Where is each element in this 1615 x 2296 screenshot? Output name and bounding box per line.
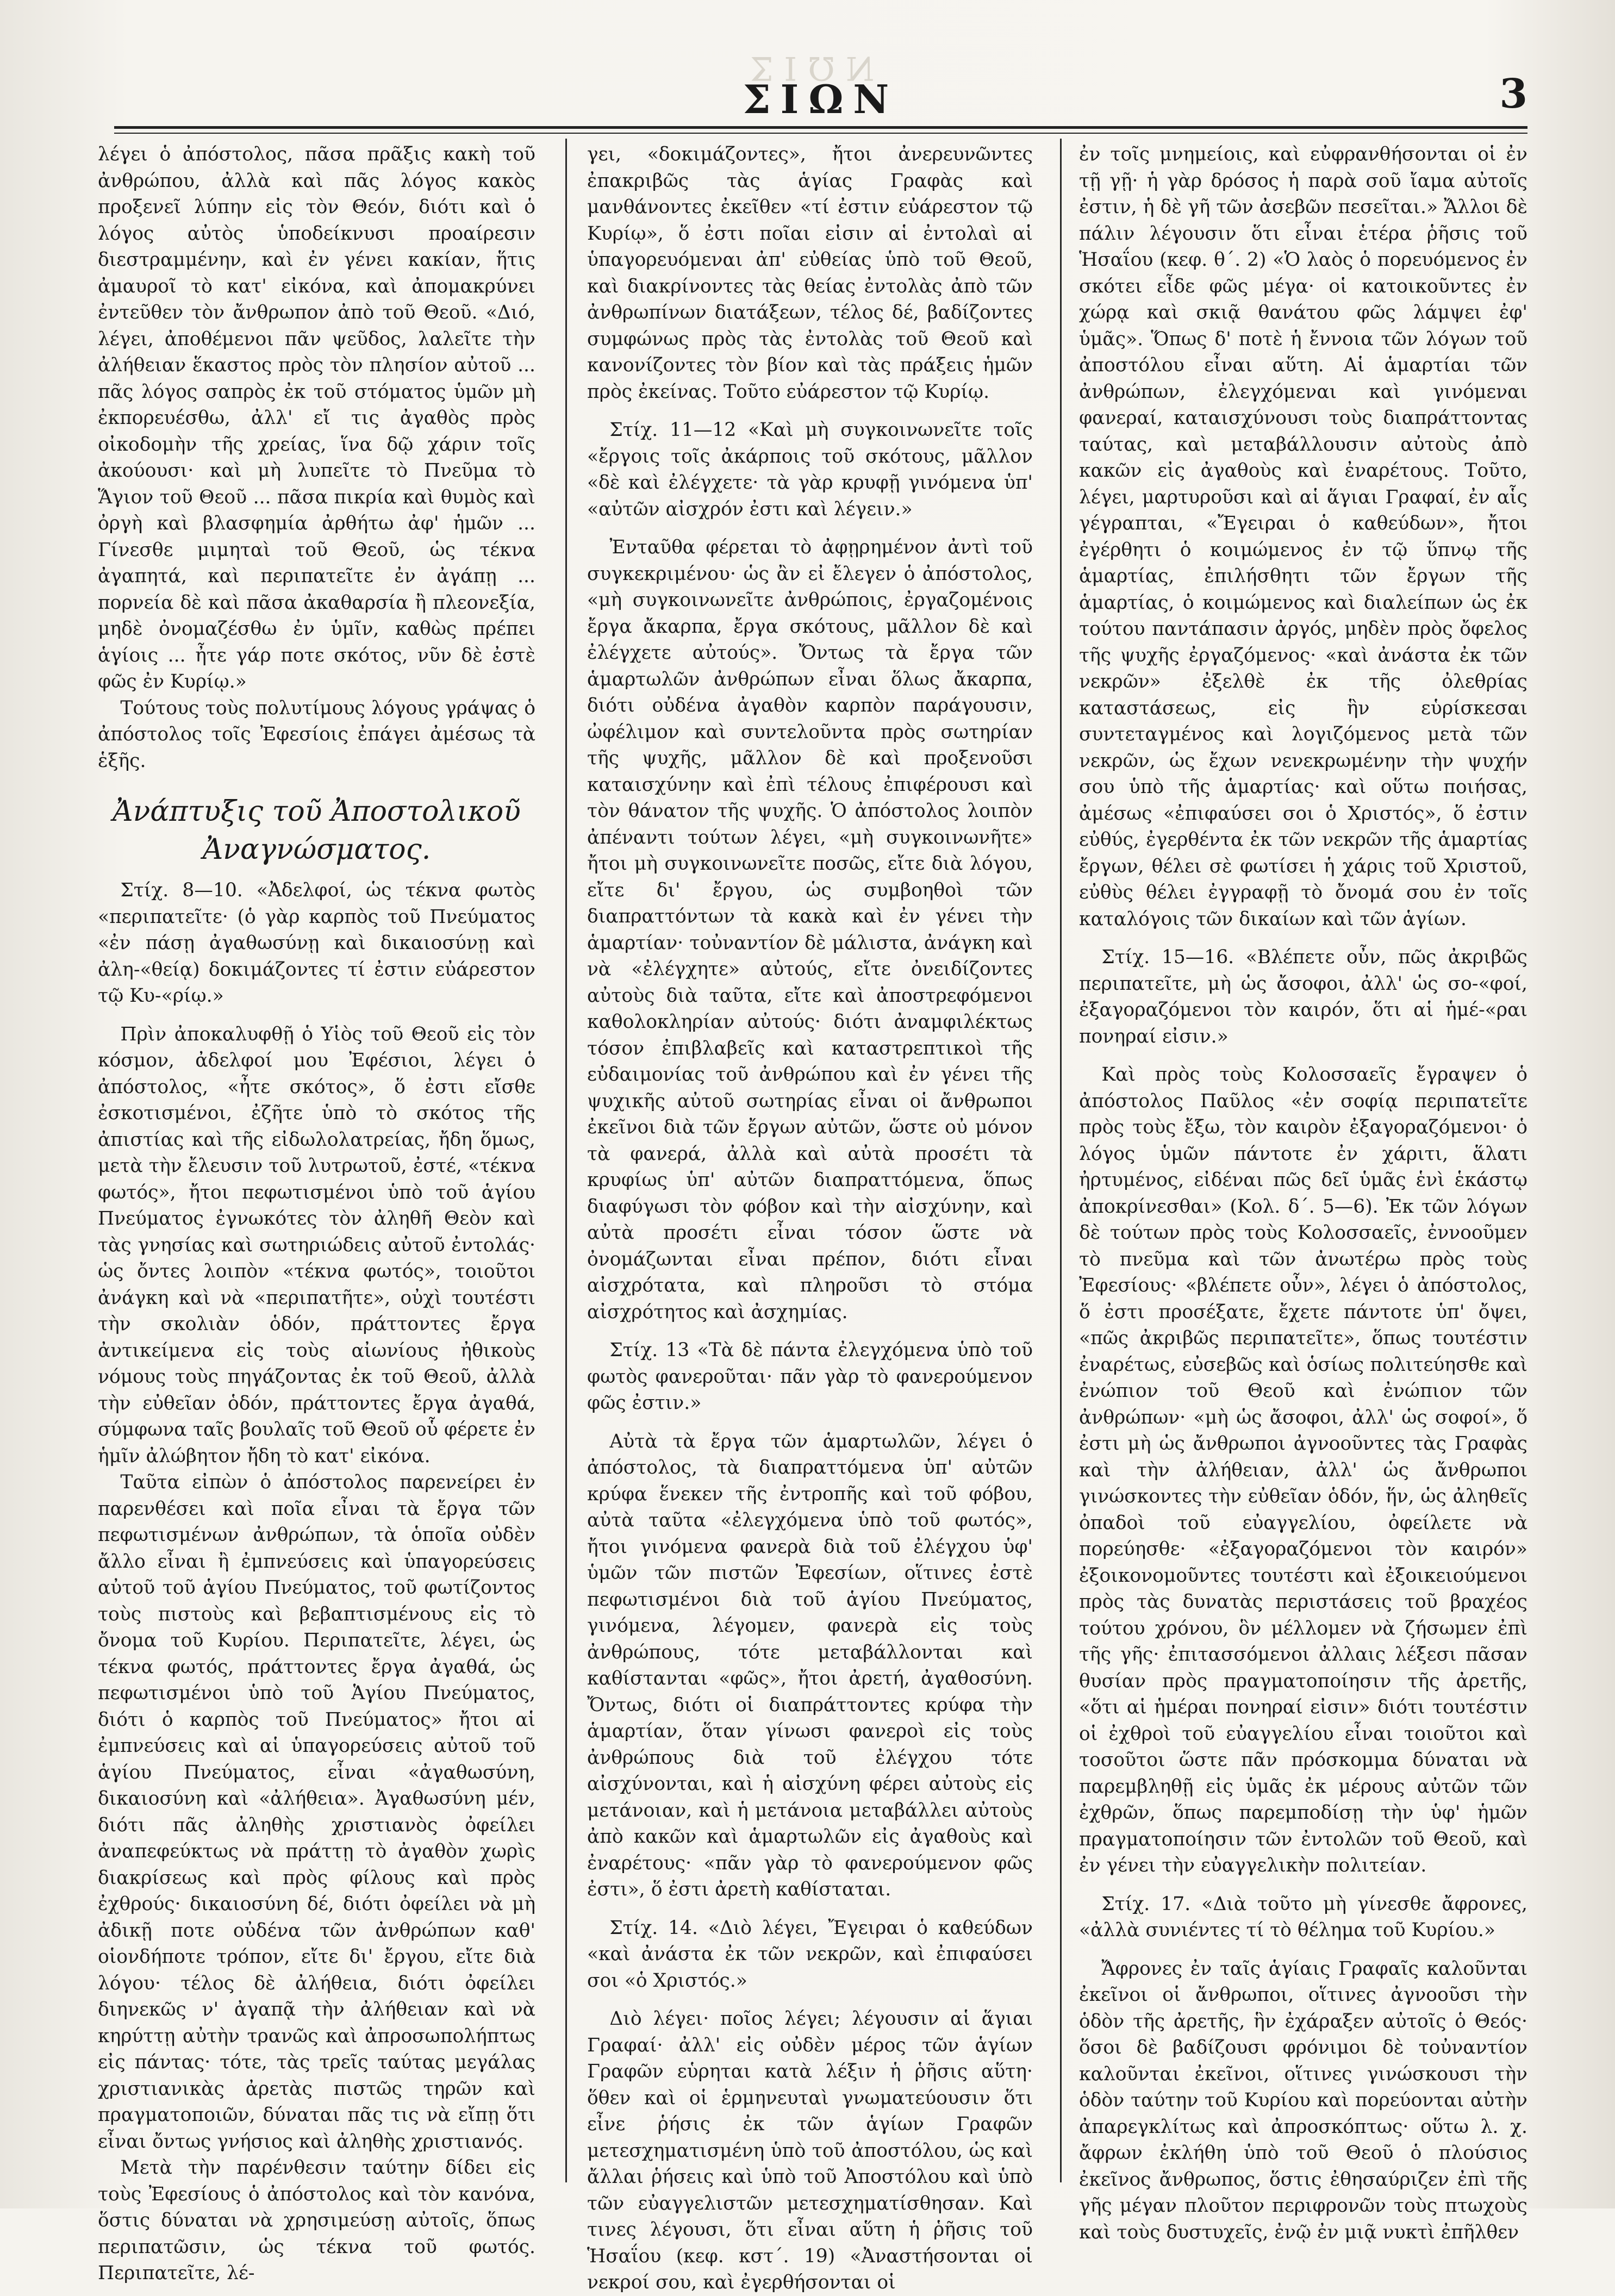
bleed-through-ghost: ΣΙΩΝ bbox=[750, 49, 886, 87]
paragraph: ἐν τοῖς μνημείοις, καὶ εὐφρανθήσονται οἱ ἐν τῇ γῇ· ἡ γὰρ δρόσος ἡ παρὰ σοῦ ἴαμα αὐτοῖς ἐστιν, ἡ δὲ γῆ τῶν ἀσεβῶν πεσεῖται.» Ἄλλοι δὲ πάλιν λέγουσιν ὅτι εἶναι ἑτέρα ῥῆσις τοῦ Ἡσαΐου (κεφ. θ΄. 2) «Ὁ λαὸς ὁ πορευόμενος ἐν σκότει εἶδε φῶς μέγα· οἱ κατοικοῦντες ἐν χώρᾳ καὶ σκιᾷ θανάτου φῶς λάμψει ἐφ' ὑμᾶς». Ὅπως δ' ποτὲ ἡ ἔννοια τῶν λόγων τοῦ ἀποστόλου εἶναι αὕτη. Αἱ ἁμαρτίαι τῶν ἀνθρώπων, ἐλεγχόμεναι καὶ γινόμεναι φανεραί, καταισχύνουσι τοὺς διαπράττοντας ταύτας, καὶ μεταβάλλουσιν αὐτοὺς ἀπὸ κακῶν εἰς ἀγαθοὺς καὶ ἐναρέτους. Τοῦτο, λέγει, μαρτυροῦσι καὶ αἱ ἅγιαι Γραφαί, ἐν αἷς γέγραπται, «Ἔγειραι ὁ καθεύδων», ἤτοι ἐγέρθητι ὁ κοιμώμενος ἐν τῷ ὕπνῳ τῆς ἁμαρτίας, ἐπιλήσθητι τῶν ἔργων τῆς ἁμαρτίας, ὁ κοιμώμενος καὶ διαλείπων ὡς ἐκ τούτου παντάπασιν ἀργός, μηδὲν πρὸς ὄφελος τῆς ψυχῆς ἐργαζόμενος· «καὶ ἀνάστα ἐκ τῶν νεκρῶν» ἐξελθὲ ἐκ τῆς ὀλεθρίας καταστάσεως, εἰς ἣν εὑρίσκεσαι συντεταγμένος καὶ λογιζόμενος μετὰ τῶν νεκρῶν, ὡς ἔχων νενεκρωμένην τὴν ψυχήν σου ὑπὸ τῆς ἁμαρτίας· καὶ οὕτω ποιήσας, ἀμέσως «ἐπιφαύσει σοι ὁ Χριστός», ὅ ἐστιν εὐθύς, ἐγερθέντα ἐκ τῶν νεκρῶν τῆς ἁμαρτίας ἔργων, θέλει σὲ φωτίσει ἡ χάρις τοῦ Χριστοῦ, εὐθὺς θέλει ἐγγραφῇ τὸ ὄνομά σου ἐν τοῖς καταλόγοις τῶν δικαίων καὶ τῶν ἁγίων. bbox=[1079, 144, 1527, 930]
paragraph: Καὶ πρὸς τοὺς Κολοσσαεῖς ἔγραψεν ὁ ἀπόστολος Παῦλος «ἐν σοφίᾳ περιπατεῖτε πρὸς τοὺς ἔξω, τὸν καιρὸν ἐξαγοραζόμενοι· ὁ λόγος ὑμῶν πάντοτε ἐν χάριτι, ἅλατι ἠρτυμένος, εἰδέναι πῶς δεῖ ὑμᾶς ἑνὶ ἑκάστῳ ἀποκρίνεσθαι» (Κολ. δ΄. 5—6). Ἐκ τῶν λόγων δὲ τούτων πρὸς τοὺς Κολοσσαεῖς, ἐννοοῦμεν τὸ πνεῦμα καὶ τῶν ἀνωτέρω πρὸς τοὺς Ἐφεσίους· «βλέπετε οὖν», λέγει ὁ ἀπόστολος, ὅ ἐστι προσέξατε, ἔχετε πάντοτε ὑπ' ὄψει, «πῶς ἀκριβῶς περιπατεῖτε», ὅπως τουτέστιν ἐναρέτως, εὐσεβῶς καὶ ὁσίως πολιτεύησθε καὶ ἐνώπιον τοῦ Θεοῦ καὶ ἐνώπιον τῶν ἀνθρώπων· «μὴ ὡς ἄσοφοι, ἀλλ' ὡς σοφοί», ὅ ἐστι μὴ ὡς ἄνθρωποι ἀγνοοῦντες τὰς Γραφὰς καὶ τὴν ἀλήθειαν, ἀλλ' ὡς ἄνθρωποι γινώσκοντες τὴν εὐθεῖαν ὁδόν, ἥν, ὡς ἀληθεῖς ὀπαδοὶ τοῦ εὐαγγελίου, ὀφείλετε νὰ πορεύησθε· «ἐξαγοραζόμενοι τὸν καιρόν» ἐξοικονομοῦντες τουτέστι καὶ ἐξοικειούμενοι πρὸς τὰς δυνατὰς περιστάσεις τοῦ βραχέος τούτου χρόνου, ὃν μέλλομεν νὰ ζήσωμεν ἐπὶ τῆς γῆς· ἐπιτασσόμενοι ἀλλαις λέξεσι πᾶσαν θυσίαν πρὸς πραγματοποίησιν τῆς ἀρετῆς, «ὅτι αἱ ἡμέραι πονηραί εἰσιν» διότι τουτέστιν οἱ ἐχθροὶ τοῦ εὐαγγελίου εἶναι τοιοῦτοι καὶ τοσοῦτοι ὥστε πᾶν πρόσκομμα δύναται νὰ παρεμβληθῇ εἰς ὑμᾶς ἐκ μέρους αὐτῶν τῶν ἐχθρῶν, ὅπως παρεμποδίσῃ τὴν ὑφ' ἡμῶν πραγματοποίησιν τῶν ἐντολῶν τοῦ Θεοῦ, καὶ ἐν γένει τὴν εὐαγγελικὴν πολιτείαν. bbox=[1079, 1064, 1527, 1876]
page-number: 3 bbox=[1499, 71, 1527, 117]
column-divider-1 bbox=[565, 139, 567, 2182]
verse-quote: Στίχ. 13 «Τὰ δὲ πάντα ἐλεγχόμενα ὑπὸ τοῦ φωτὸς φανεροῦται· πᾶν γὰρ τὸ φανερούμενον φῶς ἐστιν.» bbox=[587, 1339, 1033, 1414]
text-column-2 bbox=[587, 141, 1033, 2293]
verse-quote: Στίχ. 17. «Διὰ τοῦτο μὴ γίνεσθε ἄφρονες, «ἀλλὰ συνιέντες τί τὸ θέλημα τοῦ Κυρίου.» bbox=[1079, 1893, 1527, 1941]
header-rule-thin bbox=[114, 133, 1527, 134]
verse-quote: Στίχ. 15—16. «Βλέπετε οὖν, πῶς ἀκριβῶς περιπατεῖτε, μὴ ὡς ἄσοφοι, ἀλλ' ὡς σο-«φοί, ἐξαγοραζόμενοι τὸν καιρόν, ὅτι αἱ ἡμέ-«ραι πονηραί εἰσιν.» bbox=[1079, 946, 1527, 1047]
paragraph: Πρὶν ἀποκαλυφθῇ ὁ Υἱὸς τοῦ Θεοῦ εἰς τὸν κόσμον, ἀδελφοί μου Ἐφέσιοι, λέγει ὁ ἀπόστολος, «ἦτε σκότος», ὅ ἐστι εἴσθε ἐσκοτισμένοι, ἐζῆτε ὑπὸ τὸ σκότος τῆς ἀπιστίας καὶ τῆς εἰδωλολατρείας, ἤδη ὅμως, μετὰ τὴν ἔλευσιν τοῦ λυτρωτοῦ, ἐστέ, «τέκνα φωτός», ἤτοι πεφωτισμένοι ὑπὸ τοῦ ἁγίου Πνεύματος ἐγνωκότες τὸν ἀληθῆ Θεὸν καὶ τὰς γνησίας καὶ σωτηριώδεις αὐτοῦ ἐντολάς· ὡς ὄντες λοιπὸν «τέκνα φωτός», τοιοῦτοι ἀνάγκη καὶ νὰ «περιπατῆτε», οὐχὶ τουτέστι τὴν σκολιὰν ὁδόν, πράττοντες ἔργα ἀντικείμενα εἰς τοὺς αἰωνίους ἠθικοὺς νόμους τοὺς πηγάζοντας ἐκ τοῦ Θεοῦ, ἀλλὰ τὴν εὐθεῖαν ὁδόν, πράττοντες ἔργα ἀγαθά, σύμφωνα ταῖς βουλαῖς τοῦ Θεοῦ οὗ φέρετε ἐν ἡμῖν ἀλώβητον ἤδη τὸ κατ' εἰκόνα. bbox=[98, 1023, 535, 1467]
verse-quote: Στίχ. 14. «Διὸ λέγει, Ἔγειραι ὁ καθεύδων «καὶ ἀνάστα ἐκ τῶν νεκρῶν, καὶ ἐπιφαύσει σοι «ὁ Χριστός.» bbox=[587, 1917, 1033, 1992]
paragraph: γει, «δοκιμάζοντες», ἤτοι ἀνερευνῶντες ἐπακριβῶς τὰς ἁγίας Γραφὰς καὶ μανθάνοντες ἐκεῖθεν «τί ἐστιν εὐάρεστον τῷ Κυρίῳ», ὅ ἐστι ποῖαι εἰσιν αἱ ἐντολαὶ αἱ ὑπαγορευόμεναι ἀπ' εὐθείας ὑπὸ τοῦ Θεοῦ, καὶ διακρίνοντες τὰς θείας ἐντολὰς ἀπὸ τῶν ἀνθρωπίνων διατάξεων, τέλος δέ, βαδίζοντες συμφώνως πρὸς τὰς ἐντολὰς τοῦ Θεοῦ καὶ κανονίζοντες τὸν βίον καὶ τὰς πράξεις ἡμῶν πρὸς ἐκείνας. Τοῦτο εὐάρεστον τῷ Κυρίῳ. bbox=[587, 144, 1033, 403]
paragraph: λέγει ὁ ἀπόστολος, πᾶσα πρᾶξις κακὴ τοῦ ἀνθρώπου, ἀλλὰ καὶ πᾶς λόγος κακὸς προξενεῖ λύπην εἰς τὸν Θεόν, διότι καὶ ὁ λόγος αὐτὸς ὑποδείκνυσι προαίρεσιν διεστραμμένην, καὶ ἐν γένει κακίαν, ἥτις ἀμαυροῖ τὸ κατ' εἰκόνα, καὶ ἀπομακρύνει ἐντεῦθεν τὸν ἄνθρωπον ἀπὸ τοῦ Θεοῦ. «Διό, λέγει, ἀποθέμενοι πᾶν ψεῦδος, λαλεῖτε τὴν ἀλήθειαν ἕκαστος πρὸς τὸν πλησίον αὐτοῦ ... πᾶς λόγος σαπρὸς ἐκ τοῦ στόματος ὑμῶν μὴ ἐκπορευέσθω, ἀλλ' εἴ τις ἀγαθὸς πρὸς οἰκοδομὴν τῆς χρείας, ἵνα δῷ χάριν τοῖς ἀκούουσι· καὶ μὴ λυπεῖτε τὸ Πνεῦμα τὸ Ἅγιον τοῦ Θεοῦ ... πᾶσα πικρία καὶ θυμὸς καὶ ὀργὴ καὶ βλασφημία ἀρθήτω ἀφ' ἡμῶν ... Γίνεσθε μιμηταὶ τοῦ Θεοῦ, ὡς τέκνα ἀγαπητά, καὶ περιπατεῖτε ἐν ἀγάπῃ ... πορνεία δὲ καὶ πᾶσα ἀκαθαρσία ἢ πλεονεξία, μηδὲ ὀνομαζέσθω ἐν ὑμῖν, καθὼς πρέπει ἁγίοις ... ἦτε γάρ ποτε σκότος, νῦν δὲ ἐστὲ φῶς ἐν Κυρίῳ.» bbox=[98, 144, 535, 692]
paragraph: Μετὰ τὴν παρένθεσιν ταύτην δίδει εἰς τοὺς Ἐφεσίους ὁ ἀπόστολος καὶ τὸν κανόνα, ὅστις δύναται νὰ χρησιμεύσῃ αὐτοῖς, ὅπως περιπατῶσιν, ὡς τέκνα τοῦ φωτός. Περιπατεῖτε, λέ- bbox=[98, 2157, 535, 2284]
paragraph: Ἐνταῦθα φέρεται τὸ ἀφῃρημένον ἀντὶ τοῦ συγκεκριμένου· ὡς ἂν εἰ ἔλεγεν ὁ ἀπόστολος, «μὴ συγκοινωνεῖτε ἀνθρώποις, ἐργαζομένοις ἔργα ἄκαρπα, ἔργα σκότους, μᾶλλον δὲ καὶ ἐλέγχετε αὐτούς». Ὄντως τὰ ἔργα τῶν ἁμαρτωλῶν ἀνθρώπων εἶναι ὅλως ἄκαρπα, διότι οὐδένα ἀγαθὸν καρπὸν παράγουσιν, ὠφέλιμον καὶ συντελοῦντα πρὸς σωτηρίαν τῆς ψυχῆς, μᾶλλον δὲ καὶ προξενοῦσι καταισχύνην καὶ ἐπὶ τέλους ἐπιφέρουσι καὶ τὸν θάνατον τῆς ψυχῆς. Ὁ ἀπόστολος λοιπὸν ἀπέναντι τούτων λέγει, «μὴ συγκοινωνῆτε» ἤτοι μὴ συγκοινωνεῖτε ποσῶς, εἴτε διὰ λόγου, εἴτε δι' ἔργου, ὡς συμβοηθοὶ τῶν διαπραττόντων τὰ κακὰ καὶ ἐν γένει τὴν ἁμαρτίαν· τοὐναντίον δὲ μάλιστα, ἀνάγκη καὶ νὰ «ἐλέγχητε» αὐτούς, εἴτε ὀνειδίζοντες αὐτοὺς διὰ ταῦτα, εἴτε καὶ ἀποστρεφόμενοι καθολοκληρίαν αὐτούς· διότι ἀναμφιλέκτως τόσον ἐπιβλαβεῖς καὶ καταστρεπτικοὶ τῆς εὐδαιμονίας τοῦ ἀνθρώπου καὶ ἐν γένει τῆς ψυχικῆς αὐτοῦ σωτηρίας εἶναι οἱ ἄνθρωποι ἐκεῖνοι διὰ τῶν ἔργων αὐτῶν, ὥστε οὐ μόνον τὰ φανερά, ἀλλὰ καὶ αὐτὰ προσέτι τὰ κρυφίως ὑπ' αὐτῶν διαπραττόμενα, ὅπως διαφύγωσι τὸν φόβον καὶ τὴν αἰσχύνην, καὶ αὐτὰ προσέτι εἶναι τόσον ὥστε νὰ ὀνομάζωνται εἶναι πρέπον, διότι εἶναι αἰσχρότατα, καὶ πληροῦσι τὸ στόμα αἰσχρότητος καὶ ἀσχημίας. bbox=[587, 536, 1033, 1323]
page-header bbox=[114, 71, 1527, 125]
paragraph: Τούτους τοὺς πολυτίμους λόγους γράψας ὁ ἀπόστολος τοῖς Ἐφεσίοις ἐπάγει ἀμέσως τὰ ἑξῆς. bbox=[98, 697, 535, 772]
text-column-1 bbox=[98, 141, 535, 2284]
section-heading: Ἀνάπτυξις τοῦ Ἀποστολικοῦ Ἀναγνώσματος. bbox=[113, 795, 521, 866]
header-rule-thick bbox=[114, 126, 1527, 129]
paragraph: Αὐτὰ τὰ ἔργα τῶν ἁμαρτωλῶν, λέγει ὁ ἀπόστολος, τὰ διαπραττόμενα ὑπ' αὐτῶν κρύφα ἕνεκεν τῆς ἐντροπῆς καὶ τοῦ φόβου, αὐτὰ ταῦτα «ἐλεγχόμενα ὑπὸ τοῦ φωτός», ἤτοι γινόμενα φανερὰ διὰ τοῦ ἐλέγχου ὑφ' ὑμῶν τῶν πιστῶν Ἐφεσίων, οἵτινες ἐστὲ πεφωτισμένοι διὰ τοῦ ἁγίου Πνεύματος, γινόμενα, λέγομεν, φανερὰ εἰς τοὺς ἀνθρώπους, τότε μεταβάλλονται καὶ καθίστανται «φῶς», ἤτοι ἀρετή, ἀγαθοσύνη. Ὄντως, διότι οἱ διαπράττοντες κρύφα τὴν ἁμαρτίαν, ὅταν γίνωσι φανεροὶ εἰς τοὺς ἀνθρώπους διὰ τοῦ ἐλέγχου τότε αἰσχύνονται, καὶ ἡ αἰσχύνη φέρει αὐτοὺς εἰς μετάνοιαν, καὶ ἡ μετάνοια μεταβάλλει αὐτοὺς ἀπὸ κακῶν καὶ ἁμαρτωλῶν εἰς ἀγαθοὺς καὶ ἐναρέτους· «πᾶν γὰρ τὸ φανερούμενον φῶς ἐστι», ὅ ἐστι ἀρετὴ καθίσταται. bbox=[587, 1430, 1033, 1900]
text-column-3 bbox=[1079, 141, 1527, 2243]
verse-quote: Στίχ. 8—10. «Ἀδελφοί, ὡς τέκνα φωτὸς «περιπατεῖτε· (ὁ γὰρ καρπὸς τοῦ Πνεύματος «ἐν πάσῃ ἀγαθωσύνῃ καὶ δικαιοσύνῃ καὶ ἀλη-«θείᾳ) δοκιμάζοντες τί ἐστιν εὐάρεστον τῷ Κυ-«ρίῳ.» bbox=[98, 879, 535, 1007]
paragraph: Ταῦτα εἰπὼν ὁ ἀπόστολος παρενείρει ἐν παρενθέσει καὶ ποῖα εἶναι τὰ ἔργα τῶν πεφωτισμένων ἀνθρώπων, τὰ ὁποῖα οὐδὲν ἄλλο εἶναι ἢ ἐμπνεύσεις καὶ ὑπαγορεύσεις αὐτοῦ τοῦ ἁγίου Πνεύματος, τοῦ φωτίζοντος τοὺς πιστοὺς καὶ βεβαπτισμένους εἰς τὸ ὄνομα τοῦ Κυρίου. Περιπατεῖτε, λέγει, ὡς τέκνα φωτός, πράττοντες ἔργα ἀγαθά, ὡς πεφωτισμένοι ὑπὸ τοῦ Ἁγίου Πνεύματος, διότι ὁ καρπὸς τοῦ Πνεύματος» ἤτοι αἱ ἐμπνεύσεις καὶ αἱ ὑπαγορεύσεις αὐτοῦ τοῦ ἁγίου Πνεύματος, εἶναι «ἀγαθωσύνη, δικαιοσύνη καὶ «ἀλήθεια». Ἀγαθωσύνη μέν, διότι πᾶς ἀληθὴς χριστιανὸς ὀφείλει ἀναπεφεύκτως νὰ πράττῃ τὸ ἀγαθὸν χωρὶς διακρίσεως καὶ πρὸς φίλους καὶ πρὸς ἐχθρούς· δικαιοσύνη δέ, διότι ὀφείλει νὰ μὴ ἀδικῇ ποτε οὐδένα τῶν ἀνθρώπων καθ' οἱονδήποτε τρόπον, εἴτε δι' ἔργου, εἴτε διὰ λόγου· τέλος δὲ ἀλήθεια, διότι ὀφείλει διηνεκῶς ν' ἀγαπᾷ τὴν ἀλήθειαν καὶ νὰ κηρύττῃ αὐτὴν τρανῶς καὶ ἀπροσωπολήπτως εἰς πάντας· τότε, τὰς τρεῖς ταύτας μεγάλας χριστιανικὰς ἀρετὰς πιστῶς τηρῶν καὶ πραγματοποιῶν, δύναται πᾶς τις νὰ εἴπῃ ὅτι εἶναι ὄντως γνήσιος καὶ ἀληθὴς χριστιανός. bbox=[98, 1471, 535, 2152]
paragraph: Διὸ λέγει· ποῖος λέγει; λέγουσιν αἱ ἅγιαι Γραφαί· ἀλλ' εἰς οὐδὲν μέρος τῶν ἁγίων Γραφῶν εὑρηται κατὰ λέξιν ἡ ῥῆσις αὕτη· ὅθεν καὶ οἱ ἑρμηνευταὶ γνωματεύουσιν ὅτι εἶνε ῥήσις ἐκ τῶν ἁγίων Γραφῶν μετεσχηματισμένη ὑπὸ τοῦ ἀποστόλου, ὡς καὶ ἄλλαι ῥήσεις καὶ ὑπὸ τοῦ Ἀποστόλου καὶ ὑπὸ τῶν εὐαγγελιστῶν μετεσχηματίσθησαν. Καὶ τινες λέγουσι, ὅτι εἶναι αὕτη ἡ ῥῆσις τοῦ Ἡσαΐου (κεφ. κστ΄. 19) «Ἀναστήσονται οἱ νεκροί σου, καὶ ἐγερθήσονται οἱ bbox=[587, 2008, 1033, 2293]
column-divider-2 bbox=[1060, 139, 1062, 2182]
verse-quote: Στίχ. 11—12 «Καὶ μὴ συγκοινωνεῖτε τοῖς «ἔργοις τοῖς ἀκάρποις τοῦ σκότους, μᾶλλον «δὲ καὶ ἐλέγχετε· τὰ γὰρ κρυφῇ γινόμενα ὑπ' «αὐτῶν αἰσχρόν ἐστι καὶ λέγειν.» bbox=[587, 419, 1033, 520]
masthead-title: ΣΙΩΝ bbox=[743, 76, 899, 122]
paragraph: Ἄφρονες ἐν ταῖς ἁγίαις Γραφαῖς καλοῦνται ἐκεῖνοι οἱ ἄνθρωποι, οἵτινες ἀγνοοῦσι τὴν ὁδὸν τῆς ἀρετῆς, ἣν ἐχάραξεν αὐτοῖς ὁ Θεός· ὅσοι δὲ βαδίζουσι φρόνιμοι δὲ τοὐναντίον καλοῦνται ἐκεῖνοι, οἵτινες γινώσκουσι τὴν ὁδὸν ταύτην τοῦ Κυρίου καὶ πορεύονται αὐτὴν ἀπαρεγκλίτως καὶ ἀπροσκόπτως· οὕτω λ. χ. ἄφρων ἐκλήθη ὑπὸ τοῦ Θεοῦ ὁ πλούσιος ἐκεῖνος ἄνθρωπος, ὅστις ἐθησαύριζεν ἐπὶ τῆς γῆς μέγαν πλοῦτον περιφρονῶν τοὺς πτωχοὺς καὶ τοὺς δυστυχεῖς, ἐνῷ ἐν μιᾷ νυκτὶ ἐπῆλθεν bbox=[1079, 1957, 1527, 2243]
